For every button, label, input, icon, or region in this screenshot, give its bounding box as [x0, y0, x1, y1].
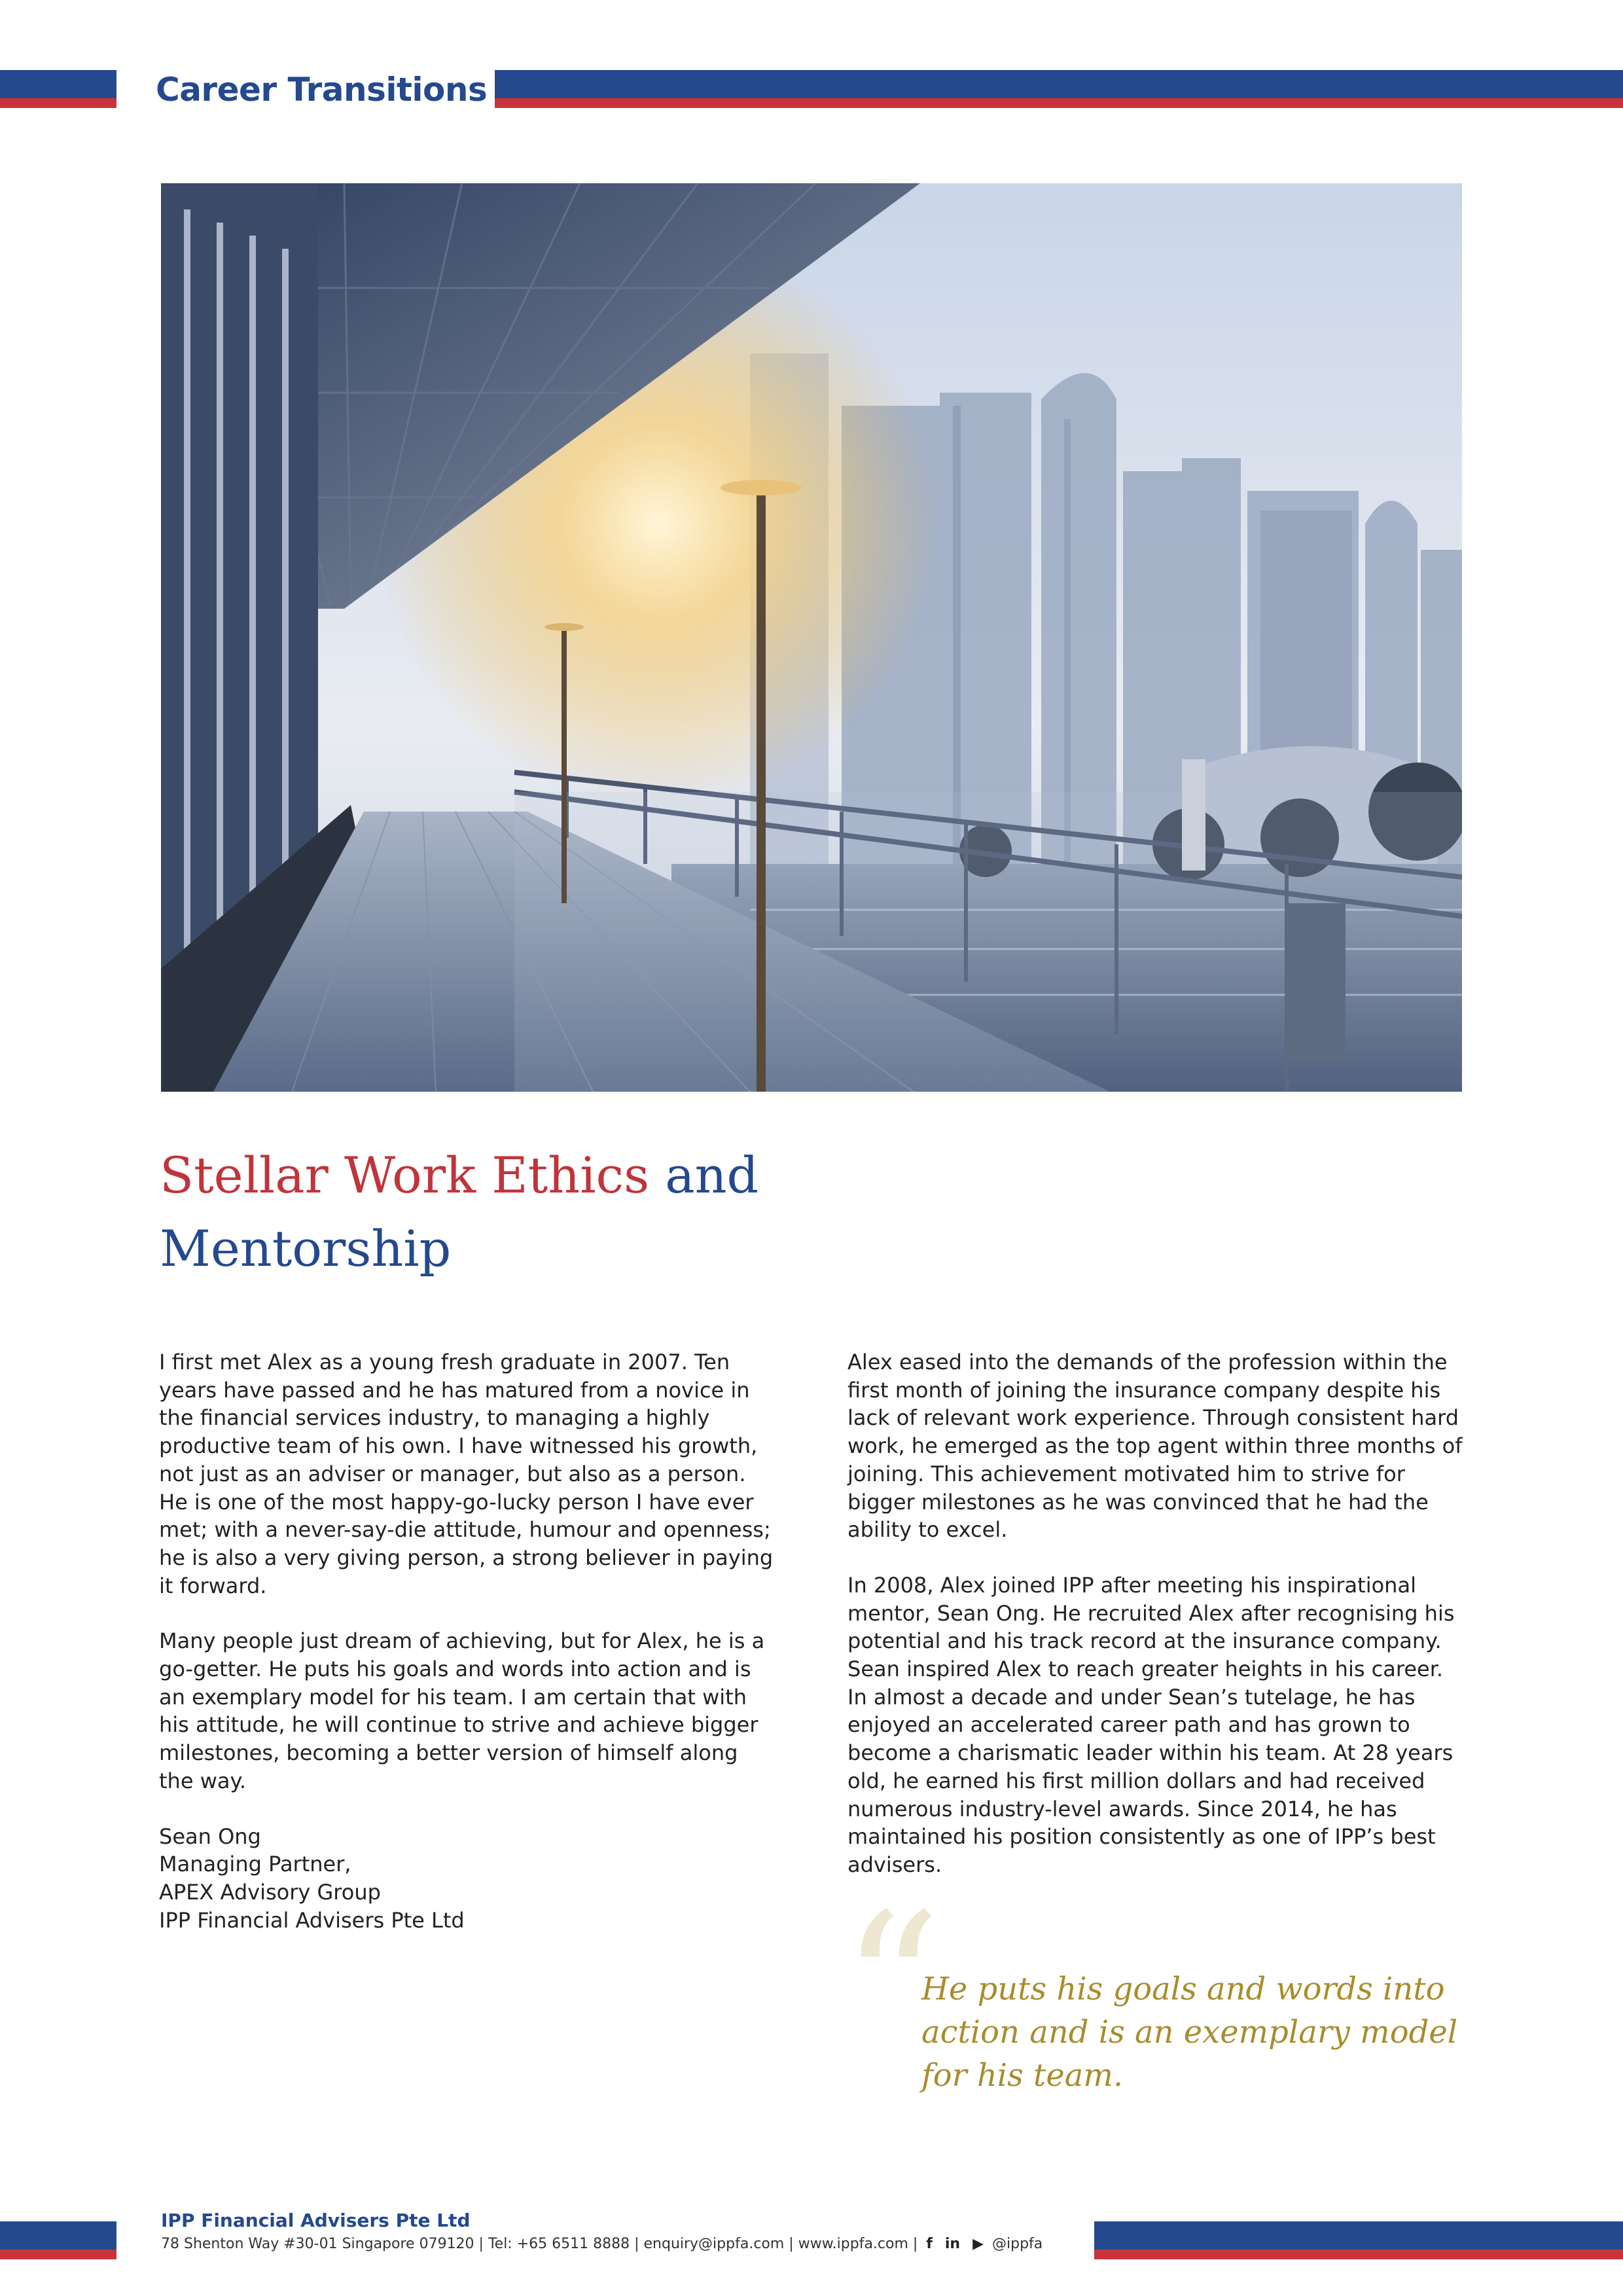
signature-name: Sean Ong	[159, 1823, 261, 1849]
paragraph: Alex eased into the demands of the profession within the first month of joining the insurance company despite his lack of relevant work experience. Through consistent hard work, he emerged as the top agent within three months of joining. This achievement motivated him to strive for bigger milestones as he was convinced that he had the ability to excel.	[847, 1350, 1463, 1543]
signature-group: APEX Advisory Group	[159, 1879, 381, 1905]
signature-block	[159, 1823, 774, 1935]
article-right-column	[847, 1348, 1463, 1907]
footer-company: IPP Financial Advisers Pte Ltd	[161, 2210, 471, 2231]
paragraph: Many people just dream of achieving, but for Alex, he is a go-getter. He puts his goals and words into action and is an exemplary model for his team. I am certain that with his attitude, he will continue to strive and achieve bigger milestones, becoming a better version of himself along the way.	[159, 1628, 765, 1793]
article-left-column	[159, 1348, 774, 1934]
section-title: Career Transitions	[156, 71, 488, 109]
pull-quote: He puts his goals and words into action and is an exemplary model for his team.	[921, 1971, 1458, 2094]
footer-bar-right	[1094, 2221, 1623, 2259]
paragraph: In 2008, Alex joined IPP after meeting his inspirational mentor, Sean Ong. He recruited Alex after recognising his potential and his track record at the insurance company. Sean inspired Alex to reach greater heights in his career. In almost a decade and under Sean’s tutelage, he has enjoyed an accelerated career path and has grown to become a charismatic leader within his team. At 28 years old, he earned his first million dollars and had received numerous industry-level awards. Since 2014, he has maintained his position consistently as one of IPP’s best advisers.	[847, 1572, 1455, 1877]
headline-rest: and Mentorship	[160, 1146, 759, 1278]
facebook-icon[interactable]: f	[926, 2236, 933, 2252]
footer-bar-left	[0, 2221, 116, 2259]
quote-mark-icon: “	[841, 1872, 942, 2100]
signature-company: IPP Financial Advisers Pte Ltd	[159, 1907, 465, 1933]
signature-title: Managing Partner,	[159, 1852, 351, 1877]
header-bar-right	[495, 70, 1623, 108]
article-headline	[160, 1139, 945, 1285]
paragraph: I first met Alex as a young fresh graduate in 2007. Ten years have passed and he has matured from a novice in the financial services industry, to managing a highly productive team of his own. I have witnessed his growth, not just as an adviser or manager, but also as a person. He is one of the most happy-go-lucky person I have ever met; with a never-say-die attitude, humour and openness; he is also a very giving person, a strong believer in paying it forward.	[159, 1350, 774, 1598]
header-bar-left	[0, 70, 116, 108]
headline-accent: Stellar Work Ethics	[160, 1146, 650, 1204]
footer-contact-line	[161, 2236, 1043, 2252]
youtube-icon[interactable]: ▶	[972, 2236, 984, 2252]
linkedin-icon[interactable]: in	[944, 2236, 961, 2252]
footer-social-handle[interactable]: @ippfa	[992, 2236, 1043, 2252]
footer-contact: 78 Shenton Way #30-01 Singapore 079120 | Tel: +65 6511 8888 | enquiry@ippfa.com | www.ippfa.com |	[161, 2236, 918, 2252]
hero-image	[161, 183, 1462, 1092]
